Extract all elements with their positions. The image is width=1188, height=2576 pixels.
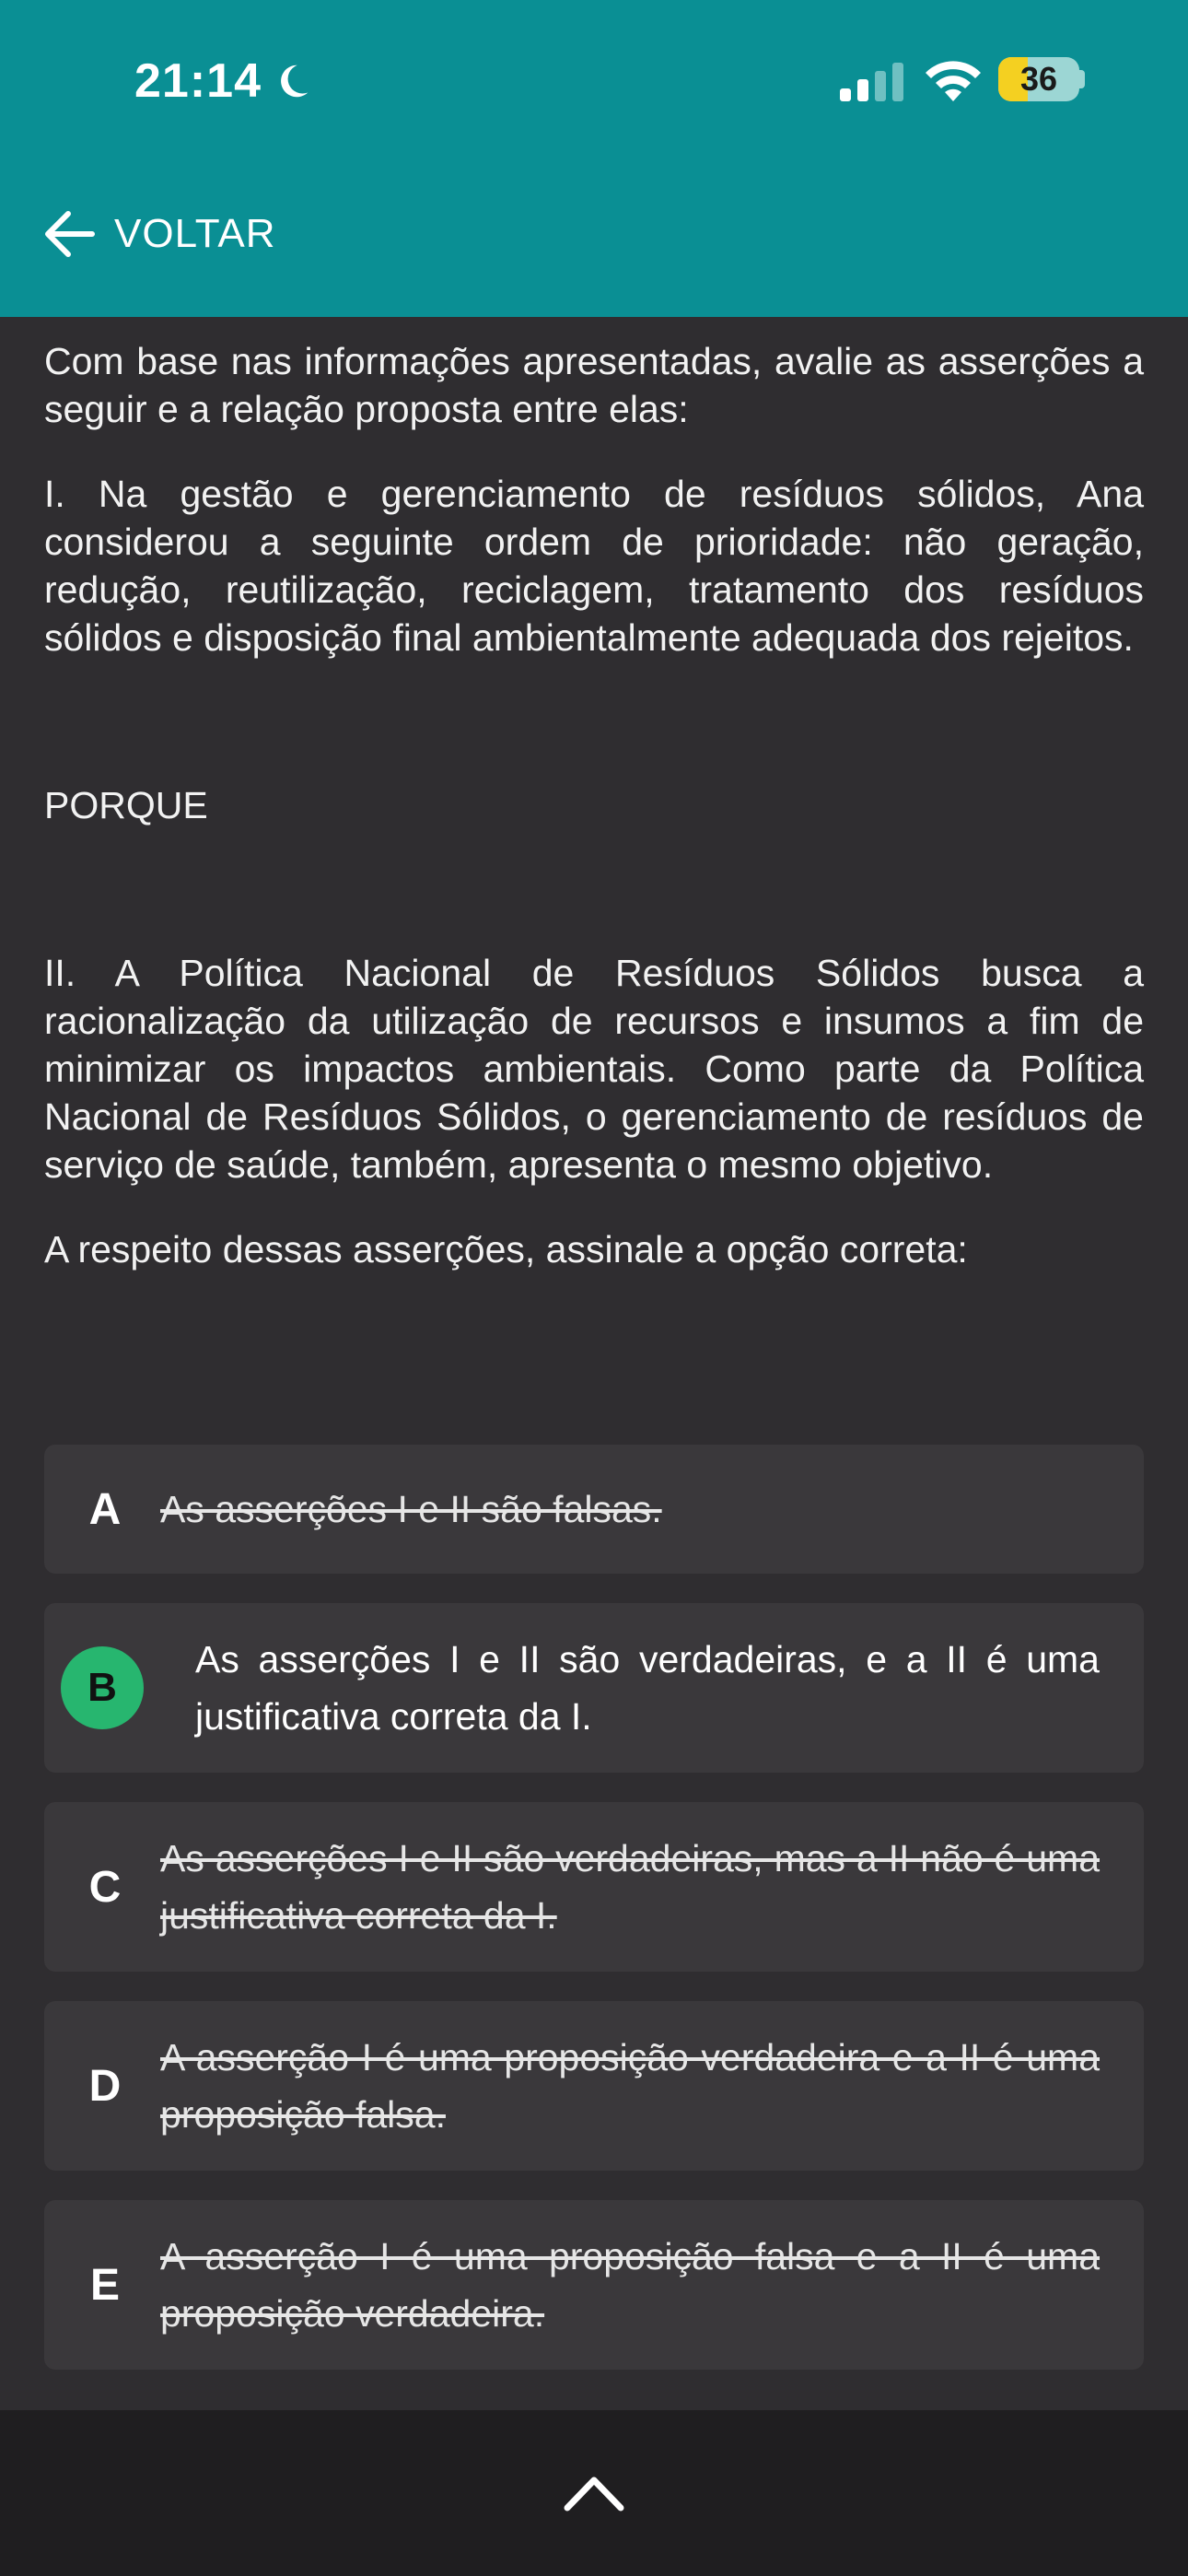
connector-porque: PORQUE — [44, 784, 208, 826]
battery-percent: 36 — [1019, 60, 1058, 98]
answer-options — [44, 1445, 1144, 2399]
option-a[interactable] — [44, 1445, 1144, 1574]
back-button[interactable] — [41, 208, 276, 260]
app-header — [0, 0, 1188, 317]
status-time — [134, 53, 313, 109]
assertion-2: II. A Política Nacional de Resíduos Sólidos busca a racionalização da utilização de recursos e insumos a fim de minimizar os impactos ambientais. Como parte da Política Nacional de Resíduos Sólidos, o gerenciamento de resíduos de serviço de saúde, também, apresenta o mesmo objetivo. — [44, 952, 1144, 1186]
option-text: As asserções I e II são verdadeiras, e a II é uma justificativa correta da I. — [195, 1638, 1100, 1738]
option-text: A asserção I é uma proposição verdadeira e a II é uma proposição falsa. — [160, 2036, 1100, 2136]
chevron-up-icon[interactable] — [564, 2475, 624, 2512]
back-label: VOLTAR — [114, 211, 276, 256]
question-content — [44, 337, 1144, 1310]
battery-tip — [1079, 70, 1085, 88]
wifi-icon — [923, 55, 984, 101]
arrow-left-icon — [41, 208, 96, 260]
assertion-1: I. Na gestão e gerenciamento de resíduos sólidos, Ana considerou a seguinte ordem de prioridade: não geração, redução, reutilização, reciclagem, tratamento dos resíduos sólidos e disposição final ambientalmente adequada dos rejeitos. — [44, 473, 1144, 659]
option-letter: C — [88, 1862, 122, 1912]
signal-icon — [840, 63, 904, 101]
moon-icon — [271, 60, 313, 102]
option-text: As asserções I e II são falsas. — [160, 1488, 662, 1530]
option-d[interactable] — [44, 2001, 1144, 2171]
option-text: A asserção I é uma proposição falsa e a II é uma proposição verdadeira. — [160, 2235, 1100, 2335]
option-letter: A — [88, 1484, 122, 1534]
question-prompt: A respeito dessas asserções, assinale a opção correta: — [44, 1228, 968, 1270]
option-c[interactable] — [44, 1802, 1144, 1972]
selected-badge: B — [61, 1646, 144, 1729]
option-letter: E — [89, 2260, 120, 2310]
option-letter: D — [88, 2061, 122, 2111]
option-b[interactable] — [44, 1603, 1144, 1773]
option-e[interactable] — [44, 2200, 1144, 2370]
option-text: As asserções I e II são verdadeiras, mas a II não é uma justificativa correta da I. — [160, 1837, 1100, 1937]
question-intro: Com base nas informações apresentadas, avalie as asserções a seguir e a relação proposta entre elas: — [44, 340, 1144, 430]
battery-icon — [998, 57, 1079, 101]
clock-text: 21:14 — [134, 54, 262, 108]
